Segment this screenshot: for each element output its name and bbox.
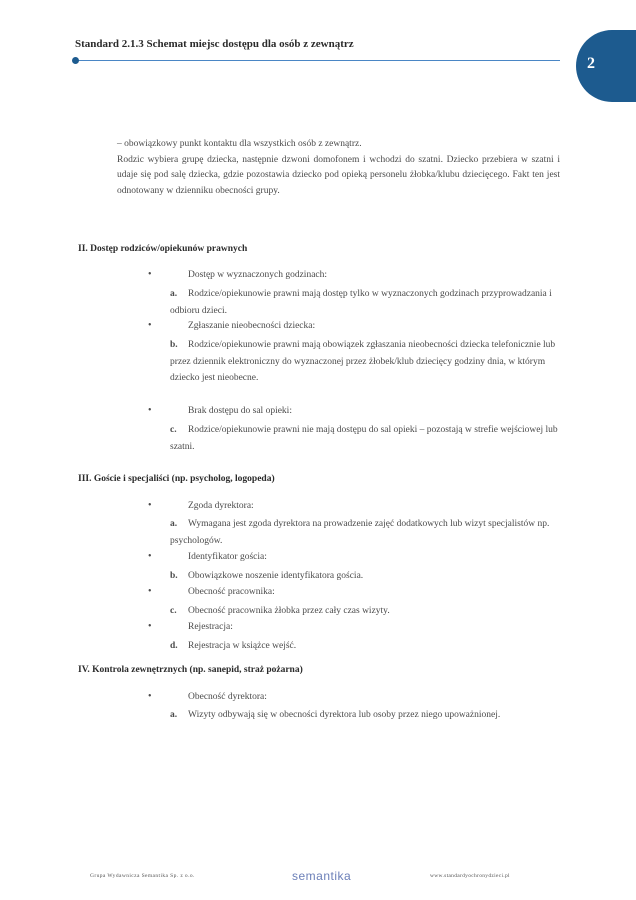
bullet-dot-icon: • <box>148 500 152 511</box>
list-item: a. Wizyty odbywają się w obecności dyrektora lub osoby przez niego upoważnionej. <box>170 710 501 720</box>
intro-block <box>117 137 560 199</box>
list-item: a. Rodzice/opiekunowie prawni mają dostęp tylko w wyznaczonych godzinach przyprowadzania i odbioru dzieci. <box>170 289 552 316</box>
intro-line: – obowiązkowy punkt kontaktu dla wszystkich osób z zewnątrz. <box>117 139 362 149</box>
section-title: III. Goście i specjaliści (np. psycholog, logopeda) <box>78 474 275 484</box>
list-item: c. Obecność pracownika żłobka przez cały czas wizyty. <box>170 606 390 616</box>
list-item: b. Obowiązkowe noszenie identyfikatora gościa. <box>170 571 364 581</box>
intro-paragraph: Rodzic wybiera grupę dziecka, następnie dzwoni domofonem i wchodzi do szatni. Dziecko przebiera w szatni i udaje się pod salę dziecka, gdzie pozostawia dziecko pod opieką personelu żłobka/klubu dziecięcego. Fakt ten jest odnotowany w dzienniku obecności grupy. <box>117 154 560 196</box>
list-item: b. Rodzice/opiekunowie prawni mają obowiązek zgłaszania nieobecności dziecka telefonicznie lub przez dziennik elektroniczny do wyznaczonej przez żłobek/klub dziecięcy godziny dnia, w którym dziecko jest nieobecne. <box>170 340 556 383</box>
list-item: c. Rodzice/opiekunowie prawni nie mają dostępu do sal opieki – pozostają w strefie wejściowej lub szatni. <box>170 425 558 452</box>
list-item: d. Rejestracja w książce wejść. <box>170 641 297 651</box>
bullet-dot-icon: • <box>148 405 152 416</box>
bullet-dot-icon: • <box>148 586 152 597</box>
header-divider <box>75 60 560 61</box>
footer-website-link[interactable]: www.standardyochronydzieci.pl <box>430 873 510 879</box>
footer-publisher: Grupa Wydawnicza Semantika Sp. z o.o. <box>90 873 195 879</box>
bullet-dot-icon: • <box>148 621 152 632</box>
footer-logo: semantika <box>292 869 352 883</box>
bullet-dot-icon: • <box>148 691 152 702</box>
page-number-tab <box>576 30 636 102</box>
list-item: a. Wymagana jest zgoda dyrektora na prowadzenie zajęć dodatkowych lub wizyt specjalistów np. psychologów. <box>170 519 550 546</box>
bullet-dot-icon: • <box>148 551 152 562</box>
page-header-title: Standard 2.1.3 Schemat miejsc dostępu dla osób z zewnątrz <box>75 38 354 50</box>
page-number: 2 <box>587 55 595 72</box>
bullet-dot-icon: • <box>148 269 152 280</box>
bullet-dot-icon: • <box>148 320 152 331</box>
header-dot-icon <box>72 57 79 64</box>
section-title: II. Dostęp rodziców/opiekunów prawnych <box>78 244 248 254</box>
section-title: IV. Kontrola zewnętrznych (np. sanepid, straż pożarna) <box>78 665 303 675</box>
